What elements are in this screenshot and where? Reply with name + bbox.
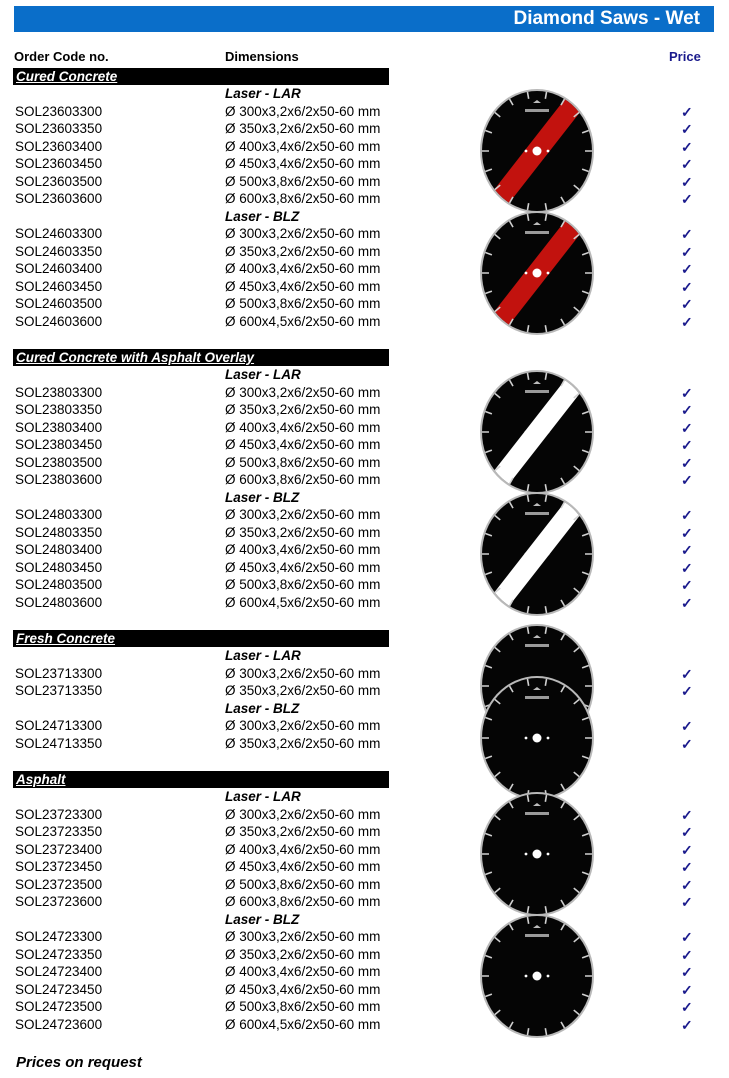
price-check-icon: ✓: [681, 718, 693, 734]
price-check-icon: ✓: [681, 191, 693, 207]
dimensions: Ø 600x3,8x6/2x50-60 mm: [225, 472, 381, 487]
dimensions: Ø 300x3,2x6/2x50-60 mm: [225, 384, 381, 400]
price-check-icon: ✓: [681, 103, 693, 120]
dimensions: Ø 300x3,2x6/2x50-60 mm: [225, 929, 381, 944]
price-check-icon: ✓: [681, 577, 693, 593]
order-code: SOL24713300: [15, 718, 103, 733]
order-code: SOL24803300: [15, 507, 103, 522]
price-check-icon: ✓: [681, 542, 693, 558]
dimensions: Ø 350x3,2x6/2x50-60 mm: [225, 946, 381, 962]
saw-blade-image: [477, 489, 597, 619]
order-code: SOL24803400: [15, 542, 103, 557]
dimensions: Ø 350x3,2x6/2x50-60 mm: [225, 683, 381, 698]
price-check-icon: ✓: [681, 981, 693, 998]
group-label: Laser - LAR: [225, 86, 301, 101]
header-dimensions: Dimensions: [225, 49, 299, 64]
order-code: SOL23723600: [15, 894, 103, 909]
order-code: SOL23603600: [15, 191, 103, 206]
dimensions: Ø 400x3,4x6/2x50-60 mm: [225, 138, 381, 154]
dimensions: Ø 450x3,4x6/2x50-60 mm: [225, 559, 381, 575]
dimensions: Ø 450x3,4x6/2x50-60 mm: [225, 859, 381, 874]
section-header: [13, 771, 389, 788]
order-code: SOL23803350: [15, 402, 103, 417]
price-check-icon: ✓: [681, 594, 693, 611]
group-label: Laser - BLZ: [225, 489, 300, 505]
order-code: SOL24723600: [15, 1016, 103, 1032]
page-title: Diamond Saws - Wet: [513, 8, 700, 29]
order-code: SOL23723500: [15, 876, 103, 892]
order-code: SOL23603300: [15, 103, 103, 119]
dimensions: Ø 300x3,2x6/2x50-60 mm: [225, 718, 381, 733]
order-code: SOL23803450: [15, 437, 103, 452]
dimensions: Ø 600x4,5x6/2x50-60 mm: [225, 1016, 381, 1032]
section-title: Cured Concrete with Asphalt Overlay: [16, 350, 255, 365]
order-code: SOL23723300: [15, 806, 103, 822]
price-check-icon: ✓: [681, 683, 693, 699]
dimensions: Ø 350x3,2x6/2x50-60 mm: [225, 524, 381, 540]
dimensions: Ø 350x3,2x6/2x50-60 mm: [225, 402, 381, 417]
order-code: SOL24723450: [15, 981, 103, 997]
saw-blade-image: [477, 673, 597, 803]
order-code: SOL23603350: [15, 121, 103, 136]
header-price: Price: [669, 49, 701, 64]
section-header: [13, 630, 389, 647]
section-title: Fresh Concrete: [16, 631, 116, 646]
price-check-icon: ✓: [681, 665, 693, 682]
dimensions: Ø 600x4,5x6/2x50-60 mm: [225, 594, 381, 610]
price-check-icon: ✓: [681, 173, 693, 190]
order-code: SOL24723300: [15, 929, 103, 944]
order-code: SOL23803500: [15, 454, 103, 470]
order-code: SOL24803600: [15, 594, 103, 610]
footer-note: Prices on request: [16, 1054, 142, 1071]
price-check-icon: ✓: [681, 437, 693, 453]
dimensions: Ø 400x3,4x6/2x50-60 mm: [225, 964, 381, 979]
order-code: SOL24713350: [15, 735, 103, 751]
order-code: SOL24723500: [15, 999, 103, 1014]
price-check-icon: ✓: [681, 559, 693, 576]
price-check-icon: ✓: [681, 859, 693, 875]
price-check-icon: ✓: [681, 964, 693, 980]
group-label: Laser - BLZ: [225, 208, 300, 224]
price-check-icon: ✓: [681, 419, 693, 436]
price-check-icon: ✓: [681, 806, 693, 823]
price-check-icon: ✓: [681, 472, 693, 488]
order-code: SOL23803300: [15, 384, 103, 400]
group-label: Laser - LAR: [225, 367, 301, 382]
group-label: Laser - BLZ: [225, 911, 300, 927]
order-code: SOL24603450: [15, 278, 103, 294]
dimensions: Ø 300x3,2x6/2x50-60 mm: [225, 507, 381, 522]
dimensions: Ø 450x3,4x6/2x50-60 mm: [225, 981, 381, 997]
order-code: SOL23603450: [15, 156, 103, 171]
dimensions: Ø 300x3,2x6/2x50-60 mm: [225, 103, 381, 119]
order-code: SOL24603400: [15, 261, 103, 276]
dimensions: Ø 400x3,4x6/2x50-60 mm: [225, 261, 381, 276]
dimensions: Ø 500x3,8x6/2x50-60 mm: [225, 876, 381, 892]
price-check-icon: ✓: [681, 929, 693, 945]
price-check-icon: ✓: [681, 507, 693, 523]
price-check-icon: ✓: [681, 999, 693, 1015]
saw-blade-image: [477, 789, 597, 919]
price-check-icon: ✓: [681, 876, 693, 893]
price-check-icon: ✓: [681, 841, 693, 858]
price-check-icon: ✓: [681, 384, 693, 401]
dimensions: Ø 300x3,2x6/2x50-60 mm: [225, 226, 381, 241]
dimensions: Ø 350x3,2x6/2x50-60 mm: [225, 243, 381, 259]
section-title: Asphalt: [16, 772, 66, 787]
price-check-icon: ✓: [681, 524, 693, 541]
dimensions: Ø 400x3,4x6/2x50-60 mm: [225, 542, 381, 557]
dimensions: Ø 350x3,2x6/2x50-60 mm: [225, 735, 381, 751]
dimensions: Ø 500x3,8x6/2x50-60 mm: [225, 454, 381, 470]
order-code: SOL24803350: [15, 524, 103, 540]
order-code: SOL23723350: [15, 824, 103, 839]
dimensions: Ø 500x3,8x6/2x50-60 mm: [225, 577, 381, 592]
price-check-icon: ✓: [681, 261, 693, 277]
order-code: SOL24603300: [15, 226, 103, 241]
order-code: SOL23803400: [15, 419, 103, 435]
order-code: SOL23603500: [15, 173, 103, 189]
order-code: SOL24803450: [15, 559, 103, 575]
price-check-icon: ✓: [681, 1016, 693, 1033]
dimensions: Ø 450x3,4x6/2x50-60 mm: [225, 278, 381, 294]
dimensions: Ø 350x3,2x6/2x50-60 mm: [225, 121, 381, 136]
order-code: SOL24603500: [15, 296, 103, 311]
saw-blade-image: [477, 86, 597, 216]
order-code: SOL24723350: [15, 946, 103, 962]
price-check-icon: ✓: [681, 735, 693, 752]
saw-blade-image: [477, 911, 597, 1041]
order-code: SOL24723400: [15, 964, 103, 979]
order-code: SOL23713300: [15, 665, 103, 681]
price-check-icon: ✓: [681, 946, 693, 963]
order-code: SOL24603600: [15, 313, 103, 329]
dimensions: Ø 400x3,4x6/2x50-60 mm: [225, 419, 381, 435]
order-code: SOL24803500: [15, 577, 103, 592]
dimensions: Ø 500x3,8x6/2x50-60 mm: [225, 173, 381, 189]
section-header: [13, 68, 389, 85]
title-bar: [14, 6, 714, 32]
dimensions: Ø 300x3,2x6/2x50-60 mm: [225, 806, 381, 822]
order-code: SOL23723450: [15, 859, 103, 874]
saw-blade-image: [477, 208, 597, 338]
dimensions: Ø 600x4,5x6/2x50-60 mm: [225, 313, 381, 329]
group-label: Laser - LAR: [225, 789, 301, 804]
dimensions: Ø 350x3,2x6/2x50-60 mm: [225, 824, 381, 839]
order-code: SOL24603350: [15, 243, 103, 259]
price-check-icon: ✓: [681, 226, 693, 242]
price-check-icon: ✓: [681, 121, 693, 137]
dimensions: Ø 500x3,8x6/2x50-60 mm: [225, 296, 381, 311]
price-check-icon: ✓: [681, 243, 693, 260]
saw-blade-image: [477, 367, 597, 497]
section-header: [13, 349, 389, 366]
section-title: Cured Concrete: [16, 69, 118, 84]
order-code: SOL23723400: [15, 841, 103, 857]
price-check-icon: ✓: [681, 894, 693, 910]
price-check-icon: ✓: [681, 402, 693, 418]
dimensions: Ø 600x3,8x6/2x50-60 mm: [225, 894, 381, 909]
dimensions: Ø 400x3,4x6/2x50-60 mm: [225, 841, 381, 857]
order-code: SOL23603400: [15, 138, 103, 154]
header-order-code: Order Code no.: [14, 49, 109, 64]
price-check-icon: ✓: [681, 454, 693, 471]
dimensions: Ø 450x3,4x6/2x50-60 mm: [225, 437, 381, 452]
order-code: SOL23713350: [15, 683, 103, 698]
group-label: Laser - LAR: [225, 648, 301, 663]
order-code: SOL23803600: [15, 472, 103, 487]
price-check-icon: ✓: [681, 138, 693, 155]
price-check-icon: ✓: [681, 278, 693, 295]
dimensions: Ø 300x3,2x6/2x50-60 mm: [225, 665, 381, 681]
group-label: Laser - BLZ: [225, 700, 300, 716]
price-check-icon: ✓: [681, 313, 693, 330]
price-check-icon: ✓: [681, 156, 693, 172]
price-check-icon: ✓: [681, 824, 693, 840]
dimensions: Ø 500x3,8x6/2x50-60 mm: [225, 999, 381, 1014]
dimensions: Ø 450x3,4x6/2x50-60 mm: [225, 156, 381, 171]
dimensions: Ø 600x3,8x6/2x50-60 mm: [225, 191, 381, 206]
price-check-icon: ✓: [681, 296, 693, 312]
